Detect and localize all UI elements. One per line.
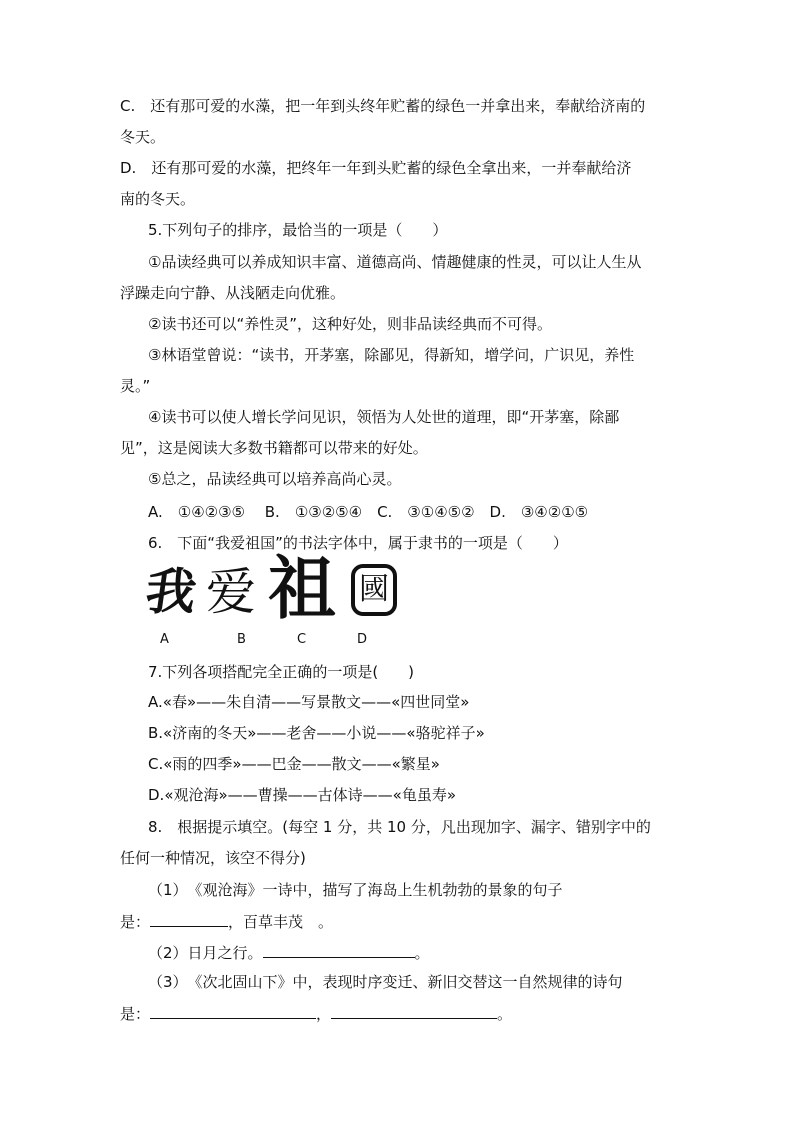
fill-1-line2 xyxy=(120,911,333,932)
question-5: 5.下列句子的排序，最恰当的一项是（ ） xyxy=(148,221,448,239)
calligraphy-b: 爱 xyxy=(206,563,256,621)
sentence-4-line2: 见”，这是阅读大多数书籍都可以带来的好处。 xyxy=(120,439,428,457)
fill-1-line1: （1） 《观沧海》一诗中，描写了海岛上生机勃勃的景象的句子 xyxy=(148,881,563,899)
calligraphy-c: 祖 xyxy=(268,550,337,629)
question-8-line1: 8. 根据提示填空。(每空 1 分，共 10 分，凡出现加字、漏字、错别字中的 xyxy=(148,818,651,836)
calligraphy-label-a: A xyxy=(160,632,169,647)
sentence-1-line1: ①品读经典可以养成知识丰富、道德高尚、情趣健康的性灵，可以让人生从 xyxy=(148,253,642,271)
calligraphy-label-c: C xyxy=(297,632,307,647)
sentence-5: ⑤总之，品读经典可以培养高尚心灵。 xyxy=(148,470,402,488)
question-7: 7.下列各项搭配完全正确的一项是( ) xyxy=(148,663,415,681)
sentence-3-line1: ③林语堂曾说：“读书，开茅塞，除鄙见，得新知，增学问，广识见，养性 xyxy=(148,346,635,364)
fill-3-line2 xyxy=(120,1003,512,1024)
fill-3-comma: ， xyxy=(316,1005,332,1023)
fill-1-suffix: ，百草丰茂 。 xyxy=(228,913,334,931)
calligraphy-a: 我 xyxy=(141,562,201,621)
calligraphy-d-seal xyxy=(351,564,397,616)
fill-3-blank-1[interactable] xyxy=(150,1003,316,1019)
question-7-option-d: D.«观沧海»——曹操——古体诗——«龟虽寿» xyxy=(148,786,457,804)
option-d-line1: D. 还有那可爱的水藻，把终年一年到头贮蓄的绿色全拿出来，一并奉献给济 xyxy=(120,159,632,177)
question-8-line2: 任何一种情况，该空不得分) xyxy=(120,849,306,867)
sentence-2: ②读书还可以“养性灵”，这种好处，则非品读经典而不可得。 xyxy=(148,315,552,333)
option-d-line2: 南的冬天。 xyxy=(120,190,196,208)
sentence-3-line2: 灵。” xyxy=(120,377,151,395)
fill-2-prefix: （2）日月之行。 xyxy=(148,944,263,962)
fill-3-line1: （3） 《次北固山下》中，表现时序变迁、新旧交替这一自然规律的诗句 xyxy=(148,973,623,991)
option-c-line2: 冬天。 xyxy=(120,128,166,146)
fill-1-blank[interactable] xyxy=(150,911,228,927)
fill-3-suffix: 。 xyxy=(497,1005,513,1023)
question-7-option-b: B.«济南的冬天»——老舍——小说——«骆驼祥子» xyxy=(148,724,485,742)
sentence-1-line2: 浮躁走向宁静、从浅陋走向优雅。 xyxy=(120,284,346,302)
option-c-line1: C. 还有那可爱的水藻，把一年到头终年贮蓄的绿色一并拿出来，奉献给济南的 xyxy=(120,97,646,115)
fill-3-prefix: 是： xyxy=(120,1005,151,1023)
calligraphy-d: 國 xyxy=(359,572,389,607)
fill-3-blank-2[interactable] xyxy=(331,1003,497,1019)
question-6: 6. 下面“我爱祖国”的书法字体中，属于隶书的一项是（ ） xyxy=(148,534,568,552)
fill-2-line xyxy=(148,942,430,963)
calligraphy-label-b: B xyxy=(237,632,246,647)
question-5-options: A. ①④②③⑤ B. ①③②⑤④ C. ③①④⑤② D. ③④②①⑤ xyxy=(148,503,589,521)
sentence-4-line1: ④读书可以使人增长学问见识，领悟为人处世的道理，即“开茅塞，除鄙 xyxy=(148,408,620,426)
calligraphy-label-d: D xyxy=(357,632,368,647)
fill-2-blank[interactable] xyxy=(263,942,415,958)
question-7-option-a: A.«春»——朱自清——写景散文——«四世同堂» xyxy=(148,693,470,711)
fill-2-suffix: 。 xyxy=(414,944,430,962)
question-7-option-c: C.«雨的四季»——巴金——散文——«繁星» xyxy=(148,755,440,773)
fill-1-prefix: 是： xyxy=(120,913,151,931)
